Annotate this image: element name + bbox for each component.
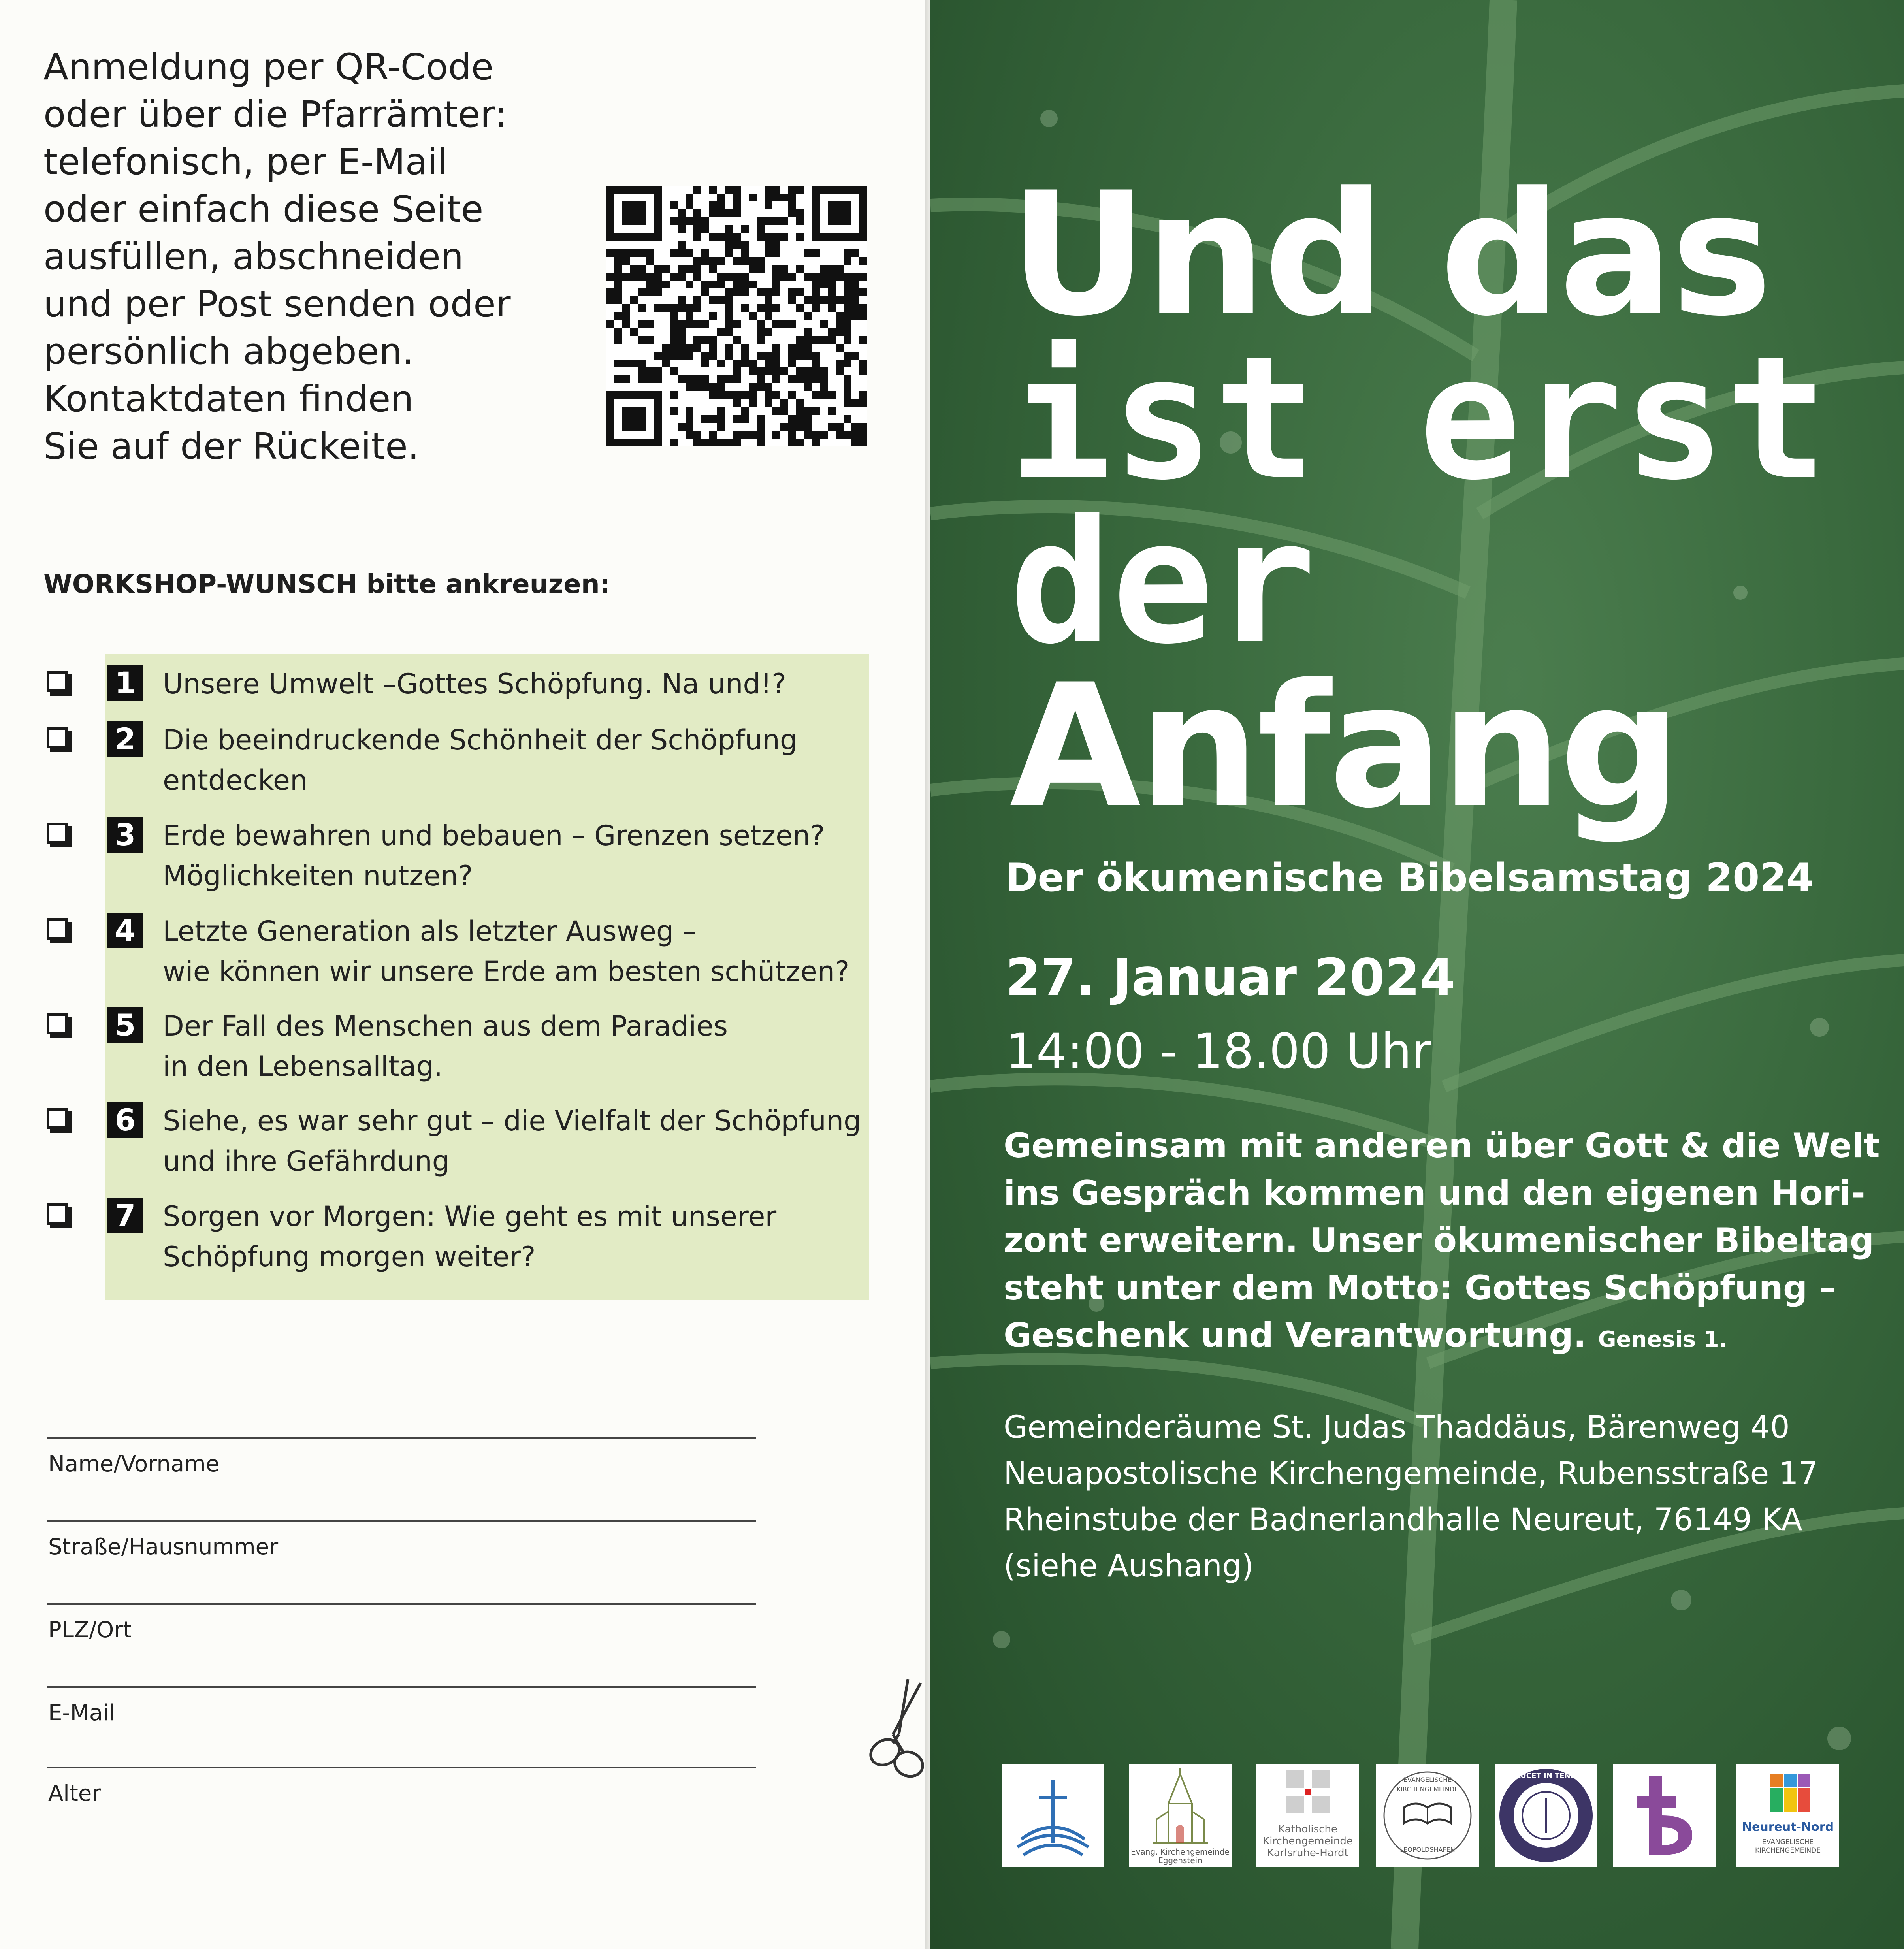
b-cross-icon <box>1613 1764 1716 1867</box>
field-label: E-Mail <box>48 1700 115 1726</box>
description-line: ins Gespräch kommen und den eigenen Hori- <box>1004 1173 1865 1213</box>
venue-line: Gemeinderäume St. Judas Thaddäus, Bärenweg 40 <box>1004 1410 1790 1445</box>
logo-text: Evang. Kirchengemeinde <box>1131 1847 1230 1857</box>
workshop-number: 4 <box>107 913 143 948</box>
workshop-checkbox[interactable] <box>47 823 68 844</box>
logo-text: LEOPOLDSHAFEN <box>1400 1846 1455 1853</box>
workshop-number: 2 <box>107 721 143 757</box>
workshop-text-line: Unsere Umwelt –Gottes Schöpfung. Na und!? <box>163 668 787 700</box>
workshop-text-line: Möglichkeiten nutzen? <box>163 860 473 892</box>
intro-line: Sie auf der Rückeite. <box>43 425 419 467</box>
workshop-text <box>163 1006 870 1087</box>
workshop-text-line: entdecken <box>163 764 308 797</box>
logo-text: Eggenstein <box>1158 1856 1202 1865</box>
logo-church-building <box>1129 1764 1232 1867</box>
intro-line: und per Post senden oder <box>43 283 511 325</box>
workshop-text <box>163 815 870 896</box>
venue-list <box>1004 1405 1818 1589</box>
intro-line: oder über die Pfarrämter: <box>43 93 507 136</box>
workshop-text-line: Siehe, es war sehr gut – die Vielfalt der Schöpfung <box>163 1105 861 1137</box>
intro-line: Anmeldung per QR-Code <box>43 46 494 88</box>
field-line[interactable] <box>47 1767 756 1768</box>
field-line[interactable] <box>47 1686 756 1688</box>
workshop-text-line: Letzte Generation als letzter Ausweg – <box>163 915 697 947</box>
workshop-text-line: und ihre Gefährdung <box>163 1145 450 1177</box>
workshop-text <box>163 911 870 992</box>
logo-text: Kirchengemeinde <box>1263 1835 1353 1847</box>
registration-intro <box>43 43 557 470</box>
intro-line: telefonisch, per E-Mail <box>43 141 448 183</box>
bible-reference: Genesis 1. <box>1598 1327 1727 1352</box>
workshop-checkbox[interactable] <box>47 1108 68 1129</box>
logo-text: KIRCHENGEMEINDE <box>1755 1847 1821 1855</box>
cross-square-icon <box>1256 1764 1359 1823</box>
field-label: Name/Vorname <box>48 1451 220 1477</box>
intro-line: Kontaktdaten finden <box>43 378 414 420</box>
workshop-heading: WORKSHOP-WUNSCH bitte ankreuzen: <box>43 569 610 599</box>
intro-line: oder einfach diese Seite <box>43 188 484 230</box>
event-date: 27. Januar 2024 <box>1006 948 1455 1007</box>
field-line[interactable] <box>47 1437 756 1439</box>
intro-line: ausfüllen, abschneiden <box>43 235 464 278</box>
logo-text: Katholische <box>1278 1823 1337 1835</box>
logo-text: EVANGELISCHE KIRCHENGEMEINDE <box>1396 1776 1459 1793</box>
description-line: steht unter dem Motto: Gottes Schöpfung – <box>1004 1268 1836 1308</box>
logo-text: Karlsruhe-Hardt <box>1267 1847 1348 1859</box>
logo-text: EVANGELISCHE <box>1762 1838 1814 1846</box>
workshop-checkbox[interactable] <box>47 918 68 940</box>
workshop-number: 1 <box>107 665 143 701</box>
title-line: Anfang <box>1009 648 1679 846</box>
event-time: 14:00 - 18.00 Uhr <box>1006 1023 1431 1079</box>
workshop-text-line: in den Lebensalltag. <box>163 1050 443 1083</box>
registration-panel <box>0 0 930 1949</box>
scissors-icon <box>861 1675 928 1782</box>
workshop-text <box>163 664 870 704</box>
logo-text: Neureut-Nord <box>1742 1820 1834 1834</box>
description-line: Gemeinsam mit anderen über Gott & die Welt <box>1004 1126 1880 1166</box>
logo-neuapostolische-kirche <box>1002 1764 1104 1867</box>
workshop-number: 6 <box>107 1102 143 1138</box>
field-label: Alter <box>48 1781 101 1806</box>
workshop-text-line: Sorgen vor Morgen: Wie geht es mit unserer <box>163 1200 777 1233</box>
house-icon <box>1736 1764 1839 1823</box>
description-last: Geschenk und Verantwortung. <box>1004 1316 1586 1355</box>
workshop-text-line: Der Fall des Menschen aus dem Paradies <box>163 1010 728 1042</box>
field-line[interactable] <box>47 1603 756 1605</box>
qr-code[interactable] <box>606 186 867 446</box>
workshop-checkbox[interactable] <box>47 1203 68 1225</box>
logo-text: LUX LUCET IN TENEBRIS <box>1498 1772 1594 1780</box>
venue-line: (siehe Aushang) <box>1004 1548 1254 1584</box>
workshop-text-line: Erde bewahren und bebauen – Grenzen setzen? <box>163 819 825 852</box>
event-description <box>1004 1122 1880 1363</box>
workshop-text-line: wie können wir unsere Erde am besten schützen? <box>163 955 850 988</box>
title-line: ist erst <box>1009 320 1828 518</box>
workshop-number: 5 <box>107 1007 143 1043</box>
venue-line: Neuapostolische Kirchengemeinde, Rubensstraße 17 <box>1004 1456 1818 1491</box>
logo-lux-lucet-in-tenebris <box>1495 1764 1597 1867</box>
title-line: der <box>1009 484 1316 682</box>
workshop-checkbox[interactable] <box>47 1013 68 1034</box>
workshop-checkbox[interactable] <box>47 671 68 692</box>
description-line <box>1004 1312 1880 1363</box>
description-line: zont erweitern. Unser ökumenischer Bibeltag <box>1004 1221 1874 1260</box>
event-subtitle: Der ökumenische Bibelsamstag 2024 <box>1006 855 1814 900</box>
logo-evangelische-leopoldshafen <box>1376 1764 1479 1867</box>
workshop-text <box>163 1101 870 1181</box>
intro-line: persönlich abgeben. <box>43 330 414 373</box>
cross-logo-icon <box>1002 1764 1104 1867</box>
workshop-text-line: Schöpfung morgen weiter? <box>163 1241 536 1273</box>
logo-b <box>1613 1764 1716 1867</box>
workshop-checkbox[interactable] <box>47 727 68 748</box>
field-line[interactable] <box>47 1520 756 1522</box>
workshop-text <box>163 1196 870 1277</box>
workshop-text <box>163 720 870 800</box>
field-label: Straße/Hausnummer <box>48 1534 279 1560</box>
venue-line: Rheinstube der Badnerlandhalle Neureut, 76149 KA <box>1004 1502 1802 1538</box>
workshop-number: 7 <box>107 1198 143 1233</box>
logo-neureut-nord <box>1736 1764 1839 1867</box>
workshop-text-line: Die beeindruckende Schönheit der Schöpfung <box>163 724 798 756</box>
workshop-number: 3 <box>107 817 143 853</box>
title-line: Und das <box>1009 156 1770 354</box>
field-label: PLZ/Ort <box>48 1617 132 1643</box>
logo-katholische-kirchengemeinde <box>1256 1764 1359 1867</box>
